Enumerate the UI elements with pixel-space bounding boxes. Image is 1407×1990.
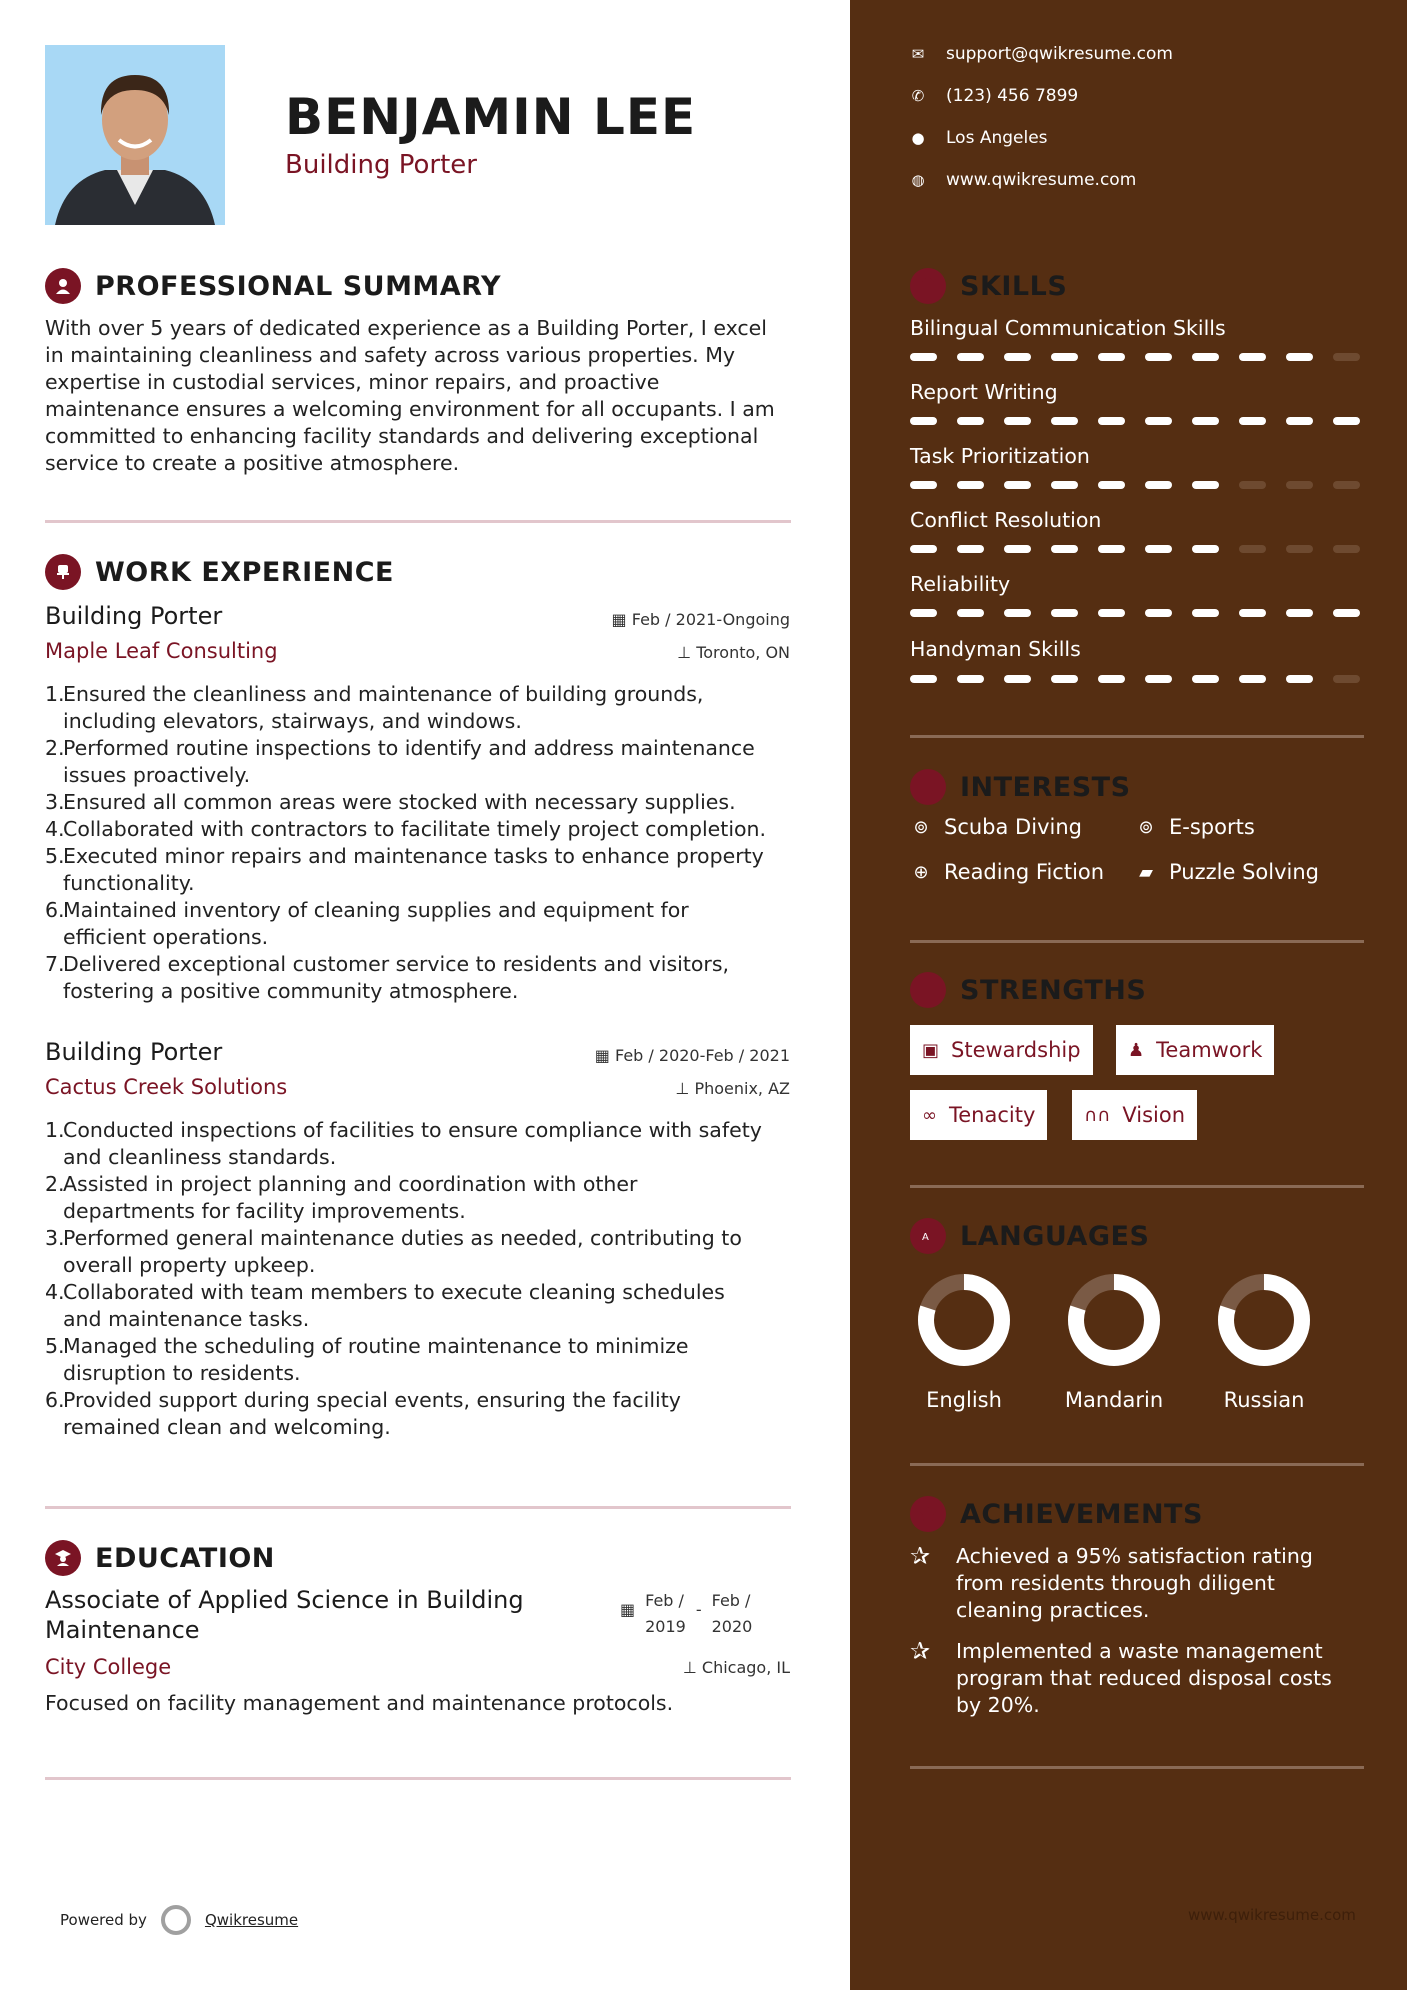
gamepad-icon: ⊕ — [913, 861, 929, 883]
interests-section-header — [910, 769, 1131, 805]
skill-segment — [957, 609, 984, 617]
job-dates: ▦ Feb / 2020-Feb / 2021 — [594, 1046, 790, 1065]
skill-segment — [1239, 353, 1266, 361]
chair-icon — [45, 554, 81, 590]
skill-segment — [1192, 417, 1219, 425]
calendar-icon: ▦ — [611, 610, 632, 629]
skill-segment — [1333, 609, 1360, 617]
pin-icon: ⊥ — [677, 643, 697, 662]
skill-bar — [910, 545, 1360, 553]
section-divider — [45, 1777, 791, 1780]
experience-section-header — [45, 554, 394, 590]
fist-icon — [910, 972, 946, 1008]
skill-name: Task Prioritization — [910, 444, 1090, 468]
skill-segment — [957, 353, 984, 361]
skill-segment — [957, 481, 984, 489]
skill-bar — [910, 675, 1360, 683]
candidate-title: Building Porter — [285, 150, 477, 180]
job-company: Maple Leaf Consulting — [45, 639, 278, 663]
calendar-icon: ▦ — [594, 1046, 615, 1065]
skill-segment — [1286, 675, 1313, 683]
users-icon: ♟ — [1128, 1039, 1145, 1061]
strength-chip: ♟ Teamwork — [1116, 1025, 1274, 1075]
language-item — [904, 1272, 1024, 1412]
skill-segment — [1286, 545, 1313, 553]
skill-segment — [1145, 481, 1172, 489]
skill-segment — [1098, 545, 1125, 553]
list-item: 4. Collaborated with team members to execute cleaning schedules and maintenance tasks. — [45, 1280, 725, 1331]
skill-segment — [1286, 353, 1313, 361]
contact-email[interactable]: ✉ support@qwikresume.com — [911, 44, 1173, 64]
skill-segment — [1286, 609, 1313, 617]
interests-heading: INTERESTS — [960, 771, 1131, 803]
contact-location: ● Los Angeles — [911, 128, 1048, 148]
list-item: 6. Provided support during special events, ensuring the facility remained clean and welcoming. — [45, 1388, 681, 1439]
svg-text:A: A — [922, 1232, 929, 1243]
user-icon — [45, 268, 81, 304]
skill-segment — [1192, 675, 1219, 683]
list-item: 7. Delivered exceptional customer service to residents and visitors, fostering a positive community atmosphere. — [45, 952, 730, 1003]
skill-bar — [910, 609, 1360, 617]
candidate-name: BENJAMIN LEE — [285, 88, 697, 146]
skill-name: Report Writing — [910, 380, 1058, 404]
achievement-item: ✰ Achieved a 95% satisfaction rating from residents through diligent cleaning practices. — [910, 1542, 1313, 1622]
skill-segment — [1239, 481, 1266, 489]
education-description: Focused on facility management and maintenance protocols. — [45, 1691, 674, 1715]
envelope-icon: ✉ — [911, 45, 925, 63]
skill-segment — [1145, 609, 1172, 617]
school-name: City College — [45, 1655, 172, 1679]
contact-phone[interactable]: ✆ (123) 456 7899 — [911, 86, 1079, 106]
list-item: 6. Maintained inventory of cleaning supplies and equipment for efficient operations. — [45, 898, 689, 949]
strengths-heading: STRENGTHS — [960, 974, 1147, 1006]
skill-segment — [957, 545, 984, 553]
language-ring — [1066, 1272, 1162, 1368]
job-location: ⊥ Phoenix, AZ — [675, 1079, 790, 1098]
skill-segment — [910, 545, 937, 553]
language-label: Mandarin — [1064, 1388, 1164, 1412]
list-item: 3. Ensured all common areas were stocked with necessary supplies. — [45, 790, 736, 814]
list-item: 1. Ensured the cleanliness and maintenance of building grounds, including elevators, stairways, and windows. — [45, 682, 704, 733]
list-item: 2. Performed routine inspections to identify and address maintenance issues proactively. — [45, 736, 755, 787]
skill-name: Reliability — [910, 572, 1011, 596]
lightbulb-icon — [910, 268, 946, 304]
skill-segment — [1239, 417, 1266, 425]
map-pin-icon: ● — [911, 129, 925, 147]
list-item: 2. Assisted in project planning and coordination with other departments for facility improvements. — [45, 1172, 638, 1223]
contact-website[interactable]: ◍ www.qwikresume.com — [911, 170, 1137, 190]
skill-segment — [1192, 481, 1219, 489]
star-icon: ✰ — [910, 1542, 931, 1570]
education-section-header — [45, 1540, 275, 1576]
summary-text: With over 5 years of dedicated experience as a Building Porter, I excel in maintaining cleanliness and safety across various properties. My expertise in custodial services, minor repairs, and proactive maintenance ensures a welcoming environment for all occupants. I am committed to enhancing facility standards and delivering exceptional service to create a positive atmosphere. — [45, 316, 775, 475]
skill-segment — [1004, 481, 1031, 489]
skills-heading: SKILLS — [960, 270, 1068, 302]
skill-segment — [1145, 417, 1172, 425]
job-location: ⊥ Toronto, ON — [677, 643, 790, 662]
experience-heading: WORK EXPERIENCE — [95, 556, 394, 588]
skill-segment — [1333, 353, 1360, 361]
section-divider — [910, 1185, 1364, 1188]
section-divider — [910, 1766, 1364, 1769]
skill-segment — [1004, 675, 1031, 683]
skill-segment — [1004, 353, 1031, 361]
summary-heading: PROFESSIONAL SUMMARY — [95, 270, 502, 302]
language-item — [1054, 1272, 1174, 1412]
list-item: 1. Conducted inspections of facilities to ensure compliance with safety and cleanliness standards. — [45, 1118, 762, 1169]
skill-segment — [1051, 675, 1078, 683]
section-divider — [45, 520, 791, 523]
list-item: 5. Executed minor repairs and maintenance tasks to enhance property functionality. — [45, 844, 764, 895]
skill-segment — [1051, 609, 1078, 617]
achievement-item: ✰ Implemented a waste management program that reduced disposal costs by 20%. — [910, 1637, 1332, 1717]
skill-segment — [1145, 353, 1172, 361]
skill-segment — [1333, 417, 1360, 425]
skill-segment — [1004, 609, 1031, 617]
life-ring-icon: ⊚ — [1138, 816, 1154, 838]
calendar-icon: ▦ — [620, 1600, 636, 1619]
skill-segment — [1333, 545, 1360, 553]
qwikresume-link[interactable]: Qwikresume — [204, 1911, 299, 1929]
skill-segment — [957, 417, 984, 425]
strengths-section-header — [910, 972, 1146, 1008]
skill-segment — [1004, 545, 1031, 553]
education-heading: EDUCATION — [95, 1542, 275, 1574]
skill-name: Bilingual Communication Skills — [910, 316, 1226, 340]
binoculars-icon: ∩∩ — [1084, 1104, 1111, 1126]
skill-segment — [1333, 675, 1360, 683]
skill-segment — [910, 417, 937, 425]
language-ring — [1216, 1272, 1312, 1368]
paper-plane-icon — [910, 769, 946, 805]
skill-segment — [1239, 609, 1266, 617]
list-item: 3. Performed general maintenance duties as needed, contributing to overall property upkeep. — [45, 1226, 742, 1277]
skill-segment — [910, 481, 937, 489]
pin-icon: ⊥ — [682, 1658, 702, 1677]
pin-icon: ⊥ — [675, 1079, 695, 1098]
skill-name: Handyman Skills — [910, 637, 1081, 661]
interest-item: ⊚ Scuba Diving — [910, 815, 1082, 839]
skill-segment — [1051, 417, 1078, 425]
skill-segment — [1098, 481, 1125, 489]
skill-bar — [910, 481, 1360, 489]
skill-segment — [1145, 545, 1172, 553]
skill-segment — [1051, 481, 1078, 489]
skill-bar — [910, 353, 1360, 361]
skill-segment — [1004, 417, 1031, 425]
section-divider — [910, 940, 1364, 943]
language-label: Russian — [1223, 1388, 1305, 1412]
profile-photo — [45, 45, 225, 225]
job-dates: ▦ Feb / 2021-Ongoing — [611, 610, 790, 629]
globe-icon: ◍ — [911, 171, 925, 189]
skill-segment — [1239, 545, 1266, 553]
job-title: Building Porter — [45, 602, 223, 630]
section-divider — [910, 1463, 1364, 1466]
skill-segment — [1286, 481, 1313, 489]
strength-chip: ∩∩ Vision — [1072, 1090, 1197, 1140]
skill-name: Conflict Resolution — [910, 508, 1102, 532]
section-divider — [45, 1506, 791, 1509]
briefcase-icon: ▣ — [922, 1039, 940, 1061]
job-bullets — [45, 681, 805, 1005]
job-bullets — [45, 1117, 805, 1441]
section-divider — [910, 735, 1364, 738]
powered-by: Powered by Qwikresume — [60, 1905, 298, 1935]
interest-item: ⊕ Reading Fiction — [910, 860, 1104, 884]
watermark: www.qwikresume.com — [1188, 1906, 1356, 1924]
translate-icon — [910, 1218, 946, 1254]
strength-chip: ▣ Stewardship — [910, 1025, 1093, 1075]
job-company: Cactus Creek Solutions — [45, 1075, 288, 1099]
list-item: 4. Collaborated with contractors to facilitate timely project completion. — [45, 817, 767, 841]
education-dates: ▦ Feb / 2019 - Feb / 2020 — [620, 1588, 752, 1640]
language-label: English — [926, 1388, 1002, 1412]
skill-segment — [1333, 481, 1360, 489]
skill-segment — [1098, 609, 1125, 617]
interest-item: ▰ Puzzle Solving — [1135, 860, 1319, 884]
link-icon: ∞ — [922, 1104, 937, 1126]
strength-chip: ∞ Tenacity — [910, 1090, 1047, 1140]
skill-segment — [957, 675, 984, 683]
skill-segment — [1051, 545, 1078, 553]
skill-segment — [1192, 353, 1219, 361]
skill-segment — [1192, 609, 1219, 617]
skill-segment — [1286, 417, 1313, 425]
phone-icon: ✆ — [911, 87, 925, 105]
skill-segment — [1051, 353, 1078, 361]
summary-section-header — [45, 268, 501, 304]
language-item — [1204, 1272, 1324, 1412]
graduate-icon — [45, 1540, 81, 1576]
education-location: ⊥ Chicago, IL — [682, 1658, 790, 1677]
star-icon: ✰ — [910, 1637, 931, 1665]
skill-segment — [1098, 675, 1125, 683]
qwikresume-logo-icon — [161, 1905, 191, 1935]
interest-item: ⊚ E-sports — [1135, 815, 1255, 839]
star-badge-icon — [910, 1496, 946, 1532]
achievements-section-header — [910, 1496, 1203, 1532]
skill-bar — [910, 417, 1360, 425]
list-item: 5. Managed the scheduling of routine maintenance to minimize disruption to residents. — [45, 1334, 689, 1385]
job-title: Building Porter — [45, 1038, 223, 1066]
skill-segment — [1192, 545, 1219, 553]
skill-segment — [1098, 353, 1125, 361]
skill-segment — [910, 353, 937, 361]
achievements-heading: ACHIEVEMENTS — [960, 1498, 1203, 1530]
life-ring-icon: ⊚ — [913, 816, 929, 838]
skill-segment — [1145, 675, 1172, 683]
skill-segment — [910, 609, 937, 617]
languages-section-header — [910, 1218, 1149, 1254]
languages-heading: LANGUAGES — [960, 1220, 1150, 1252]
skill-segment — [1239, 675, 1266, 683]
degree-title: Associate of Applied Science in Building Maintenance — [45, 1586, 524, 1644]
skills-section-header — [910, 268, 1067, 304]
language-ring — [916, 1272, 1012, 1368]
skill-segment — [910, 675, 937, 683]
skill-segment — [1098, 417, 1125, 425]
book-icon: ▰ — [1139, 861, 1153, 883]
